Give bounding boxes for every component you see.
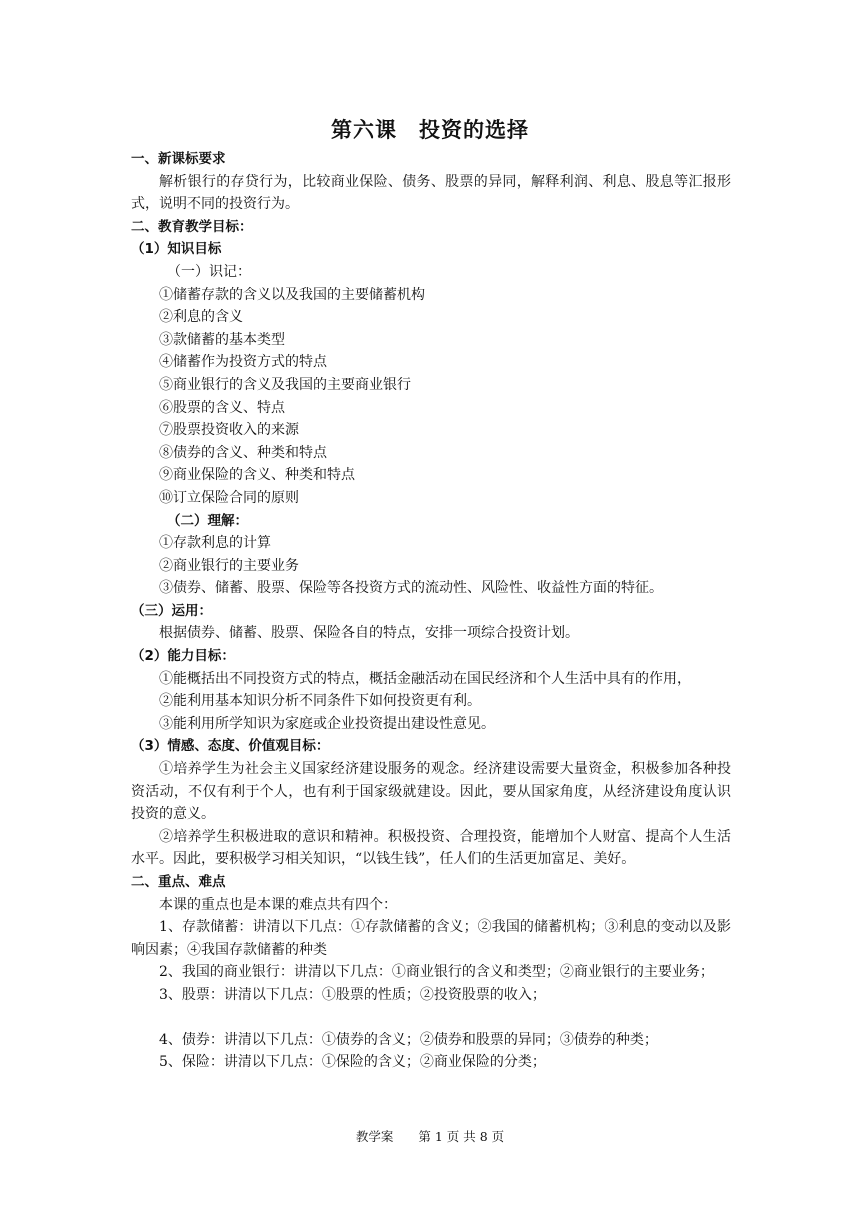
key-points-intro: 本课的重点也是本课的难点共有四个： — [159, 896, 397, 913]
understand-subheading: （二）理解： — [167, 512, 248, 529]
values-objectives-heading: （3）情感、态度、价值观目标： — [131, 738, 330, 755]
list-item: ②商业银行的主要业务 — [159, 557, 299, 574]
key-point: 5、保险：讲清以下几点：①保险的含义；②商业保险的分类； — [159, 1054, 546, 1071]
key-point: 3、股票：讲清以下几点：①股票的性质；②投资股票的收入； — [159, 986, 546, 1003]
section-heading-key-points: 二、重点、难点 — [131, 874, 226, 890]
list-item: ①能概括出不同投资方式的特点，概括金融活动在国民经济和个人生活中具有的作用， — [159, 670, 691, 687]
list-item: ⑤商业银行的含义及我国的主要商业银行 — [159, 376, 411, 393]
list-item: ③债券、储蓄、股票、保险等各投资方式的流动性、风险性、收益性方面的特征。 — [159, 580, 663, 597]
key-point: 4、债券：讲清以下几点：①债券的含义；②债券和股票的异同；③债券的种类； — [159, 1031, 658, 1048]
list-item: ⑨商业保险的含义、种类和特点 — [159, 467, 355, 484]
page-footer: 教学案 第 1 页 共 8 页 — [355, 1129, 505, 1144]
list-item: ⑦股票投资收入的来源 — [159, 422, 299, 439]
list-item: ②能利用基本知识分析不同条件下如何投资更有利。 — [159, 693, 481, 710]
blank-line — [131, 1007, 731, 1029]
list-item: ⑥股票的含义、特点 — [159, 399, 285, 416]
ability-objectives-heading: （2）能力目标： — [131, 648, 235, 665]
list-item: ①存款利息的计算 — [159, 535, 271, 552]
list-item: ⑧债券的含义、种类和特点 — [159, 444, 327, 461]
list-item: ②利息的含义 — [159, 309, 243, 326]
list-item: ⑩订立保险合同的原则 — [159, 489, 299, 506]
section-heading-standards: 一、新课标要求 — [131, 151, 226, 167]
list-item: ③能利用所学知识为家庭或企业投资提出建设性意见。 — [159, 715, 495, 732]
values-paragraph: ①培养学生为社会主义国家经济建设服务的观念。经济建设需要大量资金，积极参加各种投资活动，不仅有利于个人，也有利于国家级就建设。因此，要从国家角度，从经济建设角度认识投资的意义。 — [131, 761, 731, 823]
memorize-subheading: （一）识记： — [167, 263, 251, 280]
section-heading-objectives: 二、教育教学目标： — [131, 218, 253, 235]
apply-subheading: （三）运用： — [131, 602, 212, 619]
page-title: 第六课 投资的选择 — [331, 118, 529, 142]
list-item: ①储蓄存款的含义以及我国的主要储蓄机构 — [159, 286, 425, 303]
document-body — [131, 148, 731, 1074]
key-point: 2、我国的商业银行：讲清以下几点：①商业银行的含义和类型；②商业银行的主要业务； — [159, 964, 714, 981]
list-item: ③款储蓄的基本类型 — [159, 331, 285, 348]
key-point: 1、存款储蓄：讲清以下几点：①存款储蓄的含义；②我国的储蓄机构；③利息的变动以及影响因素；④我国存款储蓄的种类 — [131, 919, 731, 958]
list-item: ④储蓄作为投资方式的特点 — [159, 354, 327, 371]
values-paragraph: ②培养学生积极进取的意识和精神。积极投资、合理投资，能增加个人财富、提高个人生活水平。因此，要积极学习相关知识，“以钱生钱”，任人们的生活更加富足、美好。 — [131, 828, 731, 868]
knowledge-objectives-heading: （1）知识目标 — [131, 241, 222, 258]
list-item: 根据债券、储蓄、股票、保险各自的特点，安排一项综合投资计划。 — [159, 625, 579, 642]
standards-paragraph: 解析银行的存贷行为，比较商业保险、债务、股票的异同，解释利润、利息、股息等汇报形式，说明不同的投资行为。 — [131, 173, 731, 213]
